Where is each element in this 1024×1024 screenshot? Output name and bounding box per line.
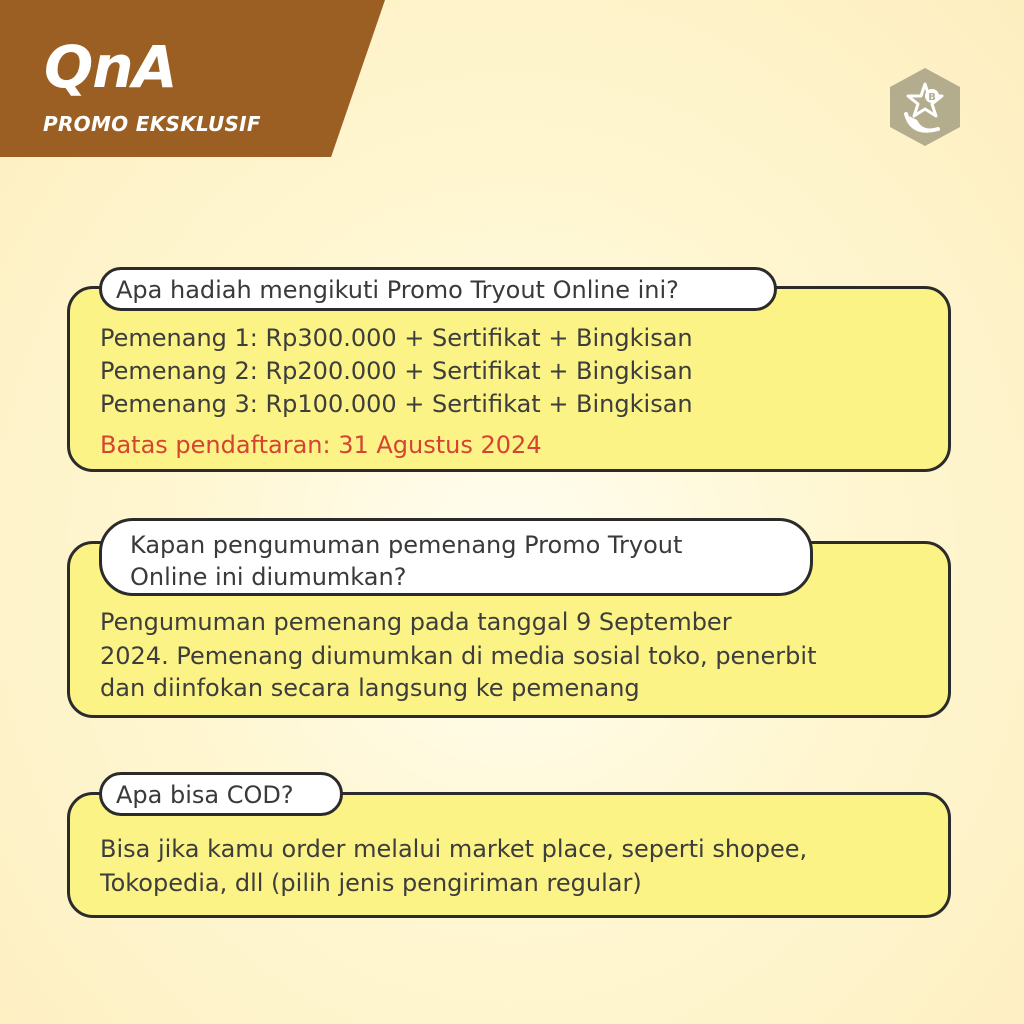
answer-line: Pemenang 3: Rp100.000 + Sertifikat + Bingkisan xyxy=(100,390,693,418)
star-badge-icon xyxy=(884,66,966,148)
logo-letter: B xyxy=(928,92,936,103)
faq-card-1 xyxy=(67,286,951,472)
question-line: Kapan pengumuman pemenang Promo Tryout xyxy=(130,531,683,559)
answer-line: 2024. Pemenang diumumkan di media sosial toko, penerbit xyxy=(100,642,817,670)
faq-question-1 xyxy=(99,267,777,311)
question-line: Online ini diumumkan? xyxy=(130,563,407,591)
question-line: Apa bisa COD? xyxy=(116,781,294,809)
faq-question-3 xyxy=(99,772,343,816)
answer-line: dan diinfokan secara langsung ke pemenang xyxy=(100,674,640,702)
registration-deadline: Batas pendaftaran: 31 Agustus 2024 xyxy=(100,431,542,459)
question-line: Apa hadiah mengikuti Promo Tryout Online ini? xyxy=(116,276,679,304)
answer-line: Pengumuman pemenang pada tanggal 9 September xyxy=(100,608,732,636)
answer-line: Tokopedia, dll (pilih jenis pengiriman regular) xyxy=(100,869,642,897)
answer-line: Bisa jika kamu order melalui market place, seperti shopee, xyxy=(100,835,808,863)
page-title: QnA xyxy=(44,33,177,101)
answer-line: Pemenang 1: Rp300.000 + Sertifikat + Bingkisan xyxy=(100,324,693,352)
page-subtitle: PROMO EKSKLUSIF xyxy=(43,112,261,136)
faq-question-2 xyxy=(99,518,813,596)
answer-line: Pemenang 2: Rp200.000 + Sertifikat + Bingkisan xyxy=(100,357,693,385)
